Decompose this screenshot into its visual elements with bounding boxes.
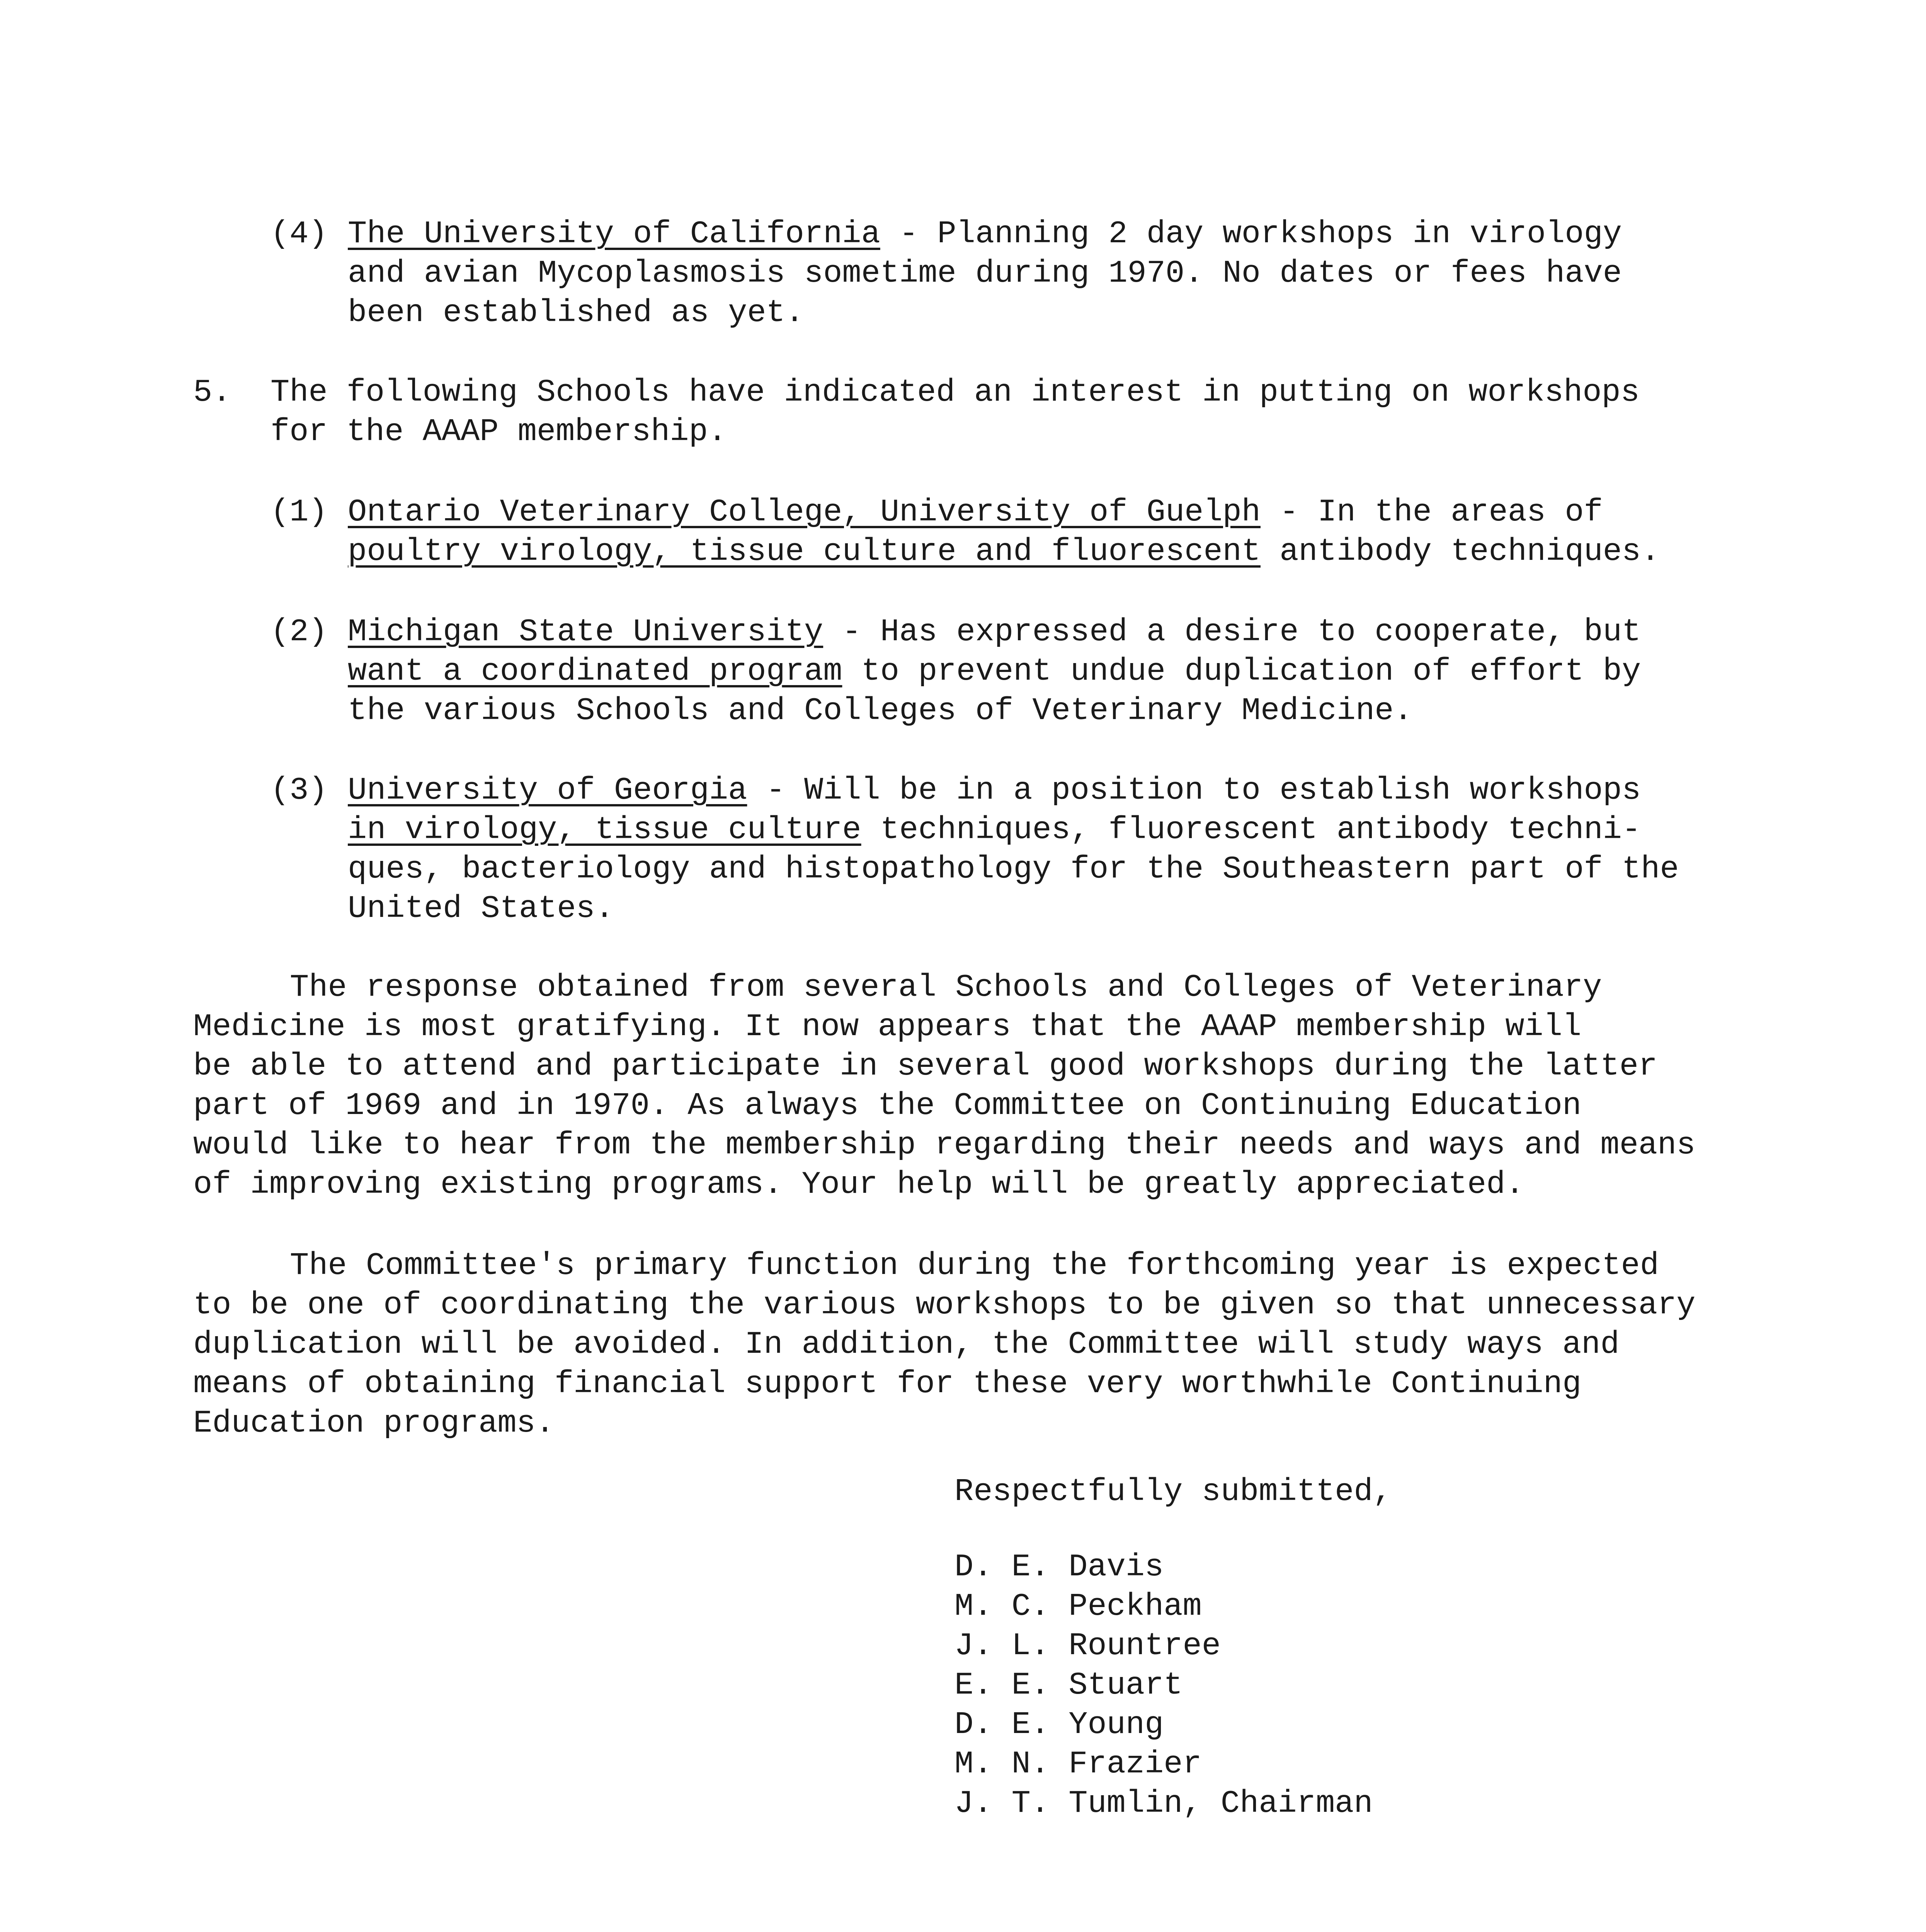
signatory: M. N. Frazier	[954, 1746, 1202, 1782]
section-5-item-2	[271, 612, 1641, 731]
section-5-item-3	[271, 771, 1679, 929]
item-3-line-4: United States.	[348, 891, 614, 927]
signatory: E. E. Stuart	[954, 1667, 1183, 1703]
item-1-text: - In the areas of	[1260, 494, 1603, 530]
item-4-text: - Planning 2 day workshops in virology	[880, 216, 1622, 252]
section-5-number: 5.	[193, 374, 231, 410]
item-3-line-1	[271, 771, 1679, 810]
paragraph-1-line-3: be able to attend and participate in several good workshops during the latter	[193, 1048, 1658, 1084]
item-1-line-2	[271, 532, 1660, 571]
paragraph-2-line-3: duplication will be avoided. In addition, the Committee will study ways and	[193, 1327, 1620, 1362]
paragraph-1-line-2: Medicine is most gratifying. It now appears that the AAAP membership will	[193, 1009, 1582, 1045]
item-2-line-2	[271, 652, 1641, 691]
item-1-underlined-topics: poultry virology, tissue culture and fluorescent	[348, 534, 1261, 570]
section-5-intro-text-1: The following Schools have indicated an interest in putting on workshops	[271, 374, 1640, 410]
item-2-institution: Michigan State University	[348, 614, 823, 650]
item-1-line-1	[271, 493, 1660, 532]
section-5-item-1	[271, 493, 1660, 571]
closing-text: Respectfully submitted,	[954, 1474, 1392, 1510]
signatory: J. L. Rountree	[954, 1628, 1221, 1664]
signatory: D. E. Davis	[954, 1549, 1164, 1585]
signatory: D. E. Young	[954, 1707, 1164, 1743]
paragraph-committee-function	[193, 1246, 1695, 1443]
item-3-line-3: ques, bacteriology and histopathology for the Southeastern part of the	[348, 851, 1679, 887]
item-3-text: - Will be in a position to establish workshops	[747, 772, 1641, 808]
signatory-chairman: J. T. Tumlin, Chairman	[954, 1786, 1373, 1821]
item-3-line-2	[271, 810, 1679, 850]
item-4-line-1	[271, 214, 1622, 254]
paragraph-response	[193, 968, 1695, 1204]
item-4-institution: The University of California	[348, 216, 880, 252]
item-3-institution: University of Georgia	[348, 772, 747, 808]
item-4-marker: (4)	[271, 216, 328, 252]
item-4	[271, 214, 1622, 333]
paragraph-1-line-6: of improving existing programs. Your help will be greatly appreciated.	[193, 1167, 1524, 1202]
signatories	[954, 1548, 1373, 1823]
item-3-marker: (3)	[271, 772, 328, 808]
paragraph-1-line-1	[193, 968, 1695, 1007]
item-4-line-2: and avian Mycoplasmosis sometime during 1970. No dates or fees have	[348, 255, 1622, 291]
paragraph-1-text-1: The response obtained from several Schools and Colleges of Veterinary	[290, 969, 1602, 1005]
section-5-intro	[193, 373, 1640, 452]
section-5-line-2: for the AAAP membership.	[271, 414, 727, 450]
item-4-line-3: been established as yet.	[348, 295, 804, 331]
closing	[954, 1472, 1392, 1512]
item-1-marker: (1)	[271, 494, 328, 530]
paragraph-2-line-2: to be one of coordinating the various workshops to be given so that unnecessary	[193, 1287, 1696, 1323]
signatory: M. C. Peckham	[954, 1588, 1202, 1624]
item-1-institution: Ontario Veterinary College, University of Guelph	[348, 494, 1261, 530]
paragraph-2-text-1: The Committee's primary function during the forthcoming year is expected	[290, 1248, 1659, 1284]
paragraph-2-line-1	[193, 1246, 1695, 1286]
item-2-text: - Has expressed a desire to cooperate, but	[823, 614, 1641, 650]
paragraph-1-line-4: part of 1969 and in 1970. As always the Committee on Continuing Education	[193, 1088, 1582, 1124]
item-3-underlined-topics: in virology, tissue culture	[348, 812, 861, 848]
paragraph-2-line-4: means of obtaining financial support for these very worthwhile Continuing	[193, 1366, 1582, 1402]
item-2-line-1	[271, 612, 1641, 652]
paragraph-1-line-5: would like to hear from the membership regarding their needs and ways and means	[193, 1127, 1696, 1163]
item-2-marker: (2)	[271, 614, 328, 650]
item-2-underlined-phrase: want a coordinated program	[348, 653, 842, 689]
item-2-line-3: the various Schools and Colleges of Veterinary Medicine.	[348, 693, 1413, 729]
item-3-line-2-text: techniques, fluorescent antibody techni-	[861, 812, 1641, 848]
paragraph-2-line-5: Education programs.	[193, 1405, 555, 1441]
item-1-line-2-text: antibody techniques.	[1260, 534, 1660, 570]
item-2-line-2-text: to prevent undue duplication of effort by	[842, 653, 1641, 689]
section-5-line-1	[193, 373, 1640, 412]
